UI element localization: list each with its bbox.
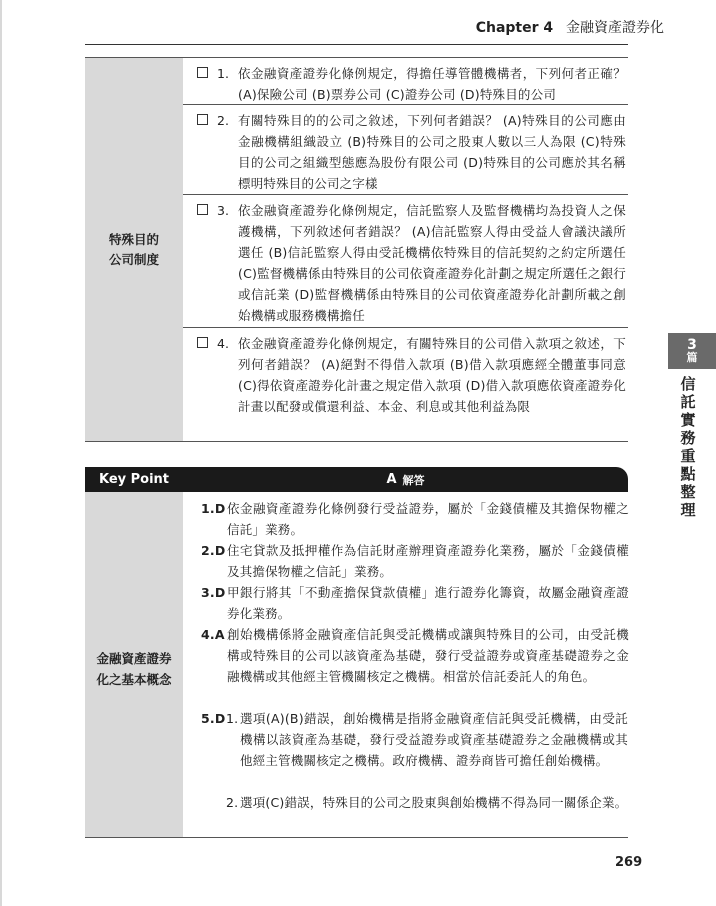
answer-header-bar xyxy=(183,467,628,492)
question-number: 1. xyxy=(217,66,229,81)
question-text: 依金融資產證券化條例規定，得擔任導管體機構者，下列何者正確？ (A)保險公司 (B)票券公司 (C)證券公司 (D)特殊目的公司 xyxy=(238,66,626,102)
side-tab-title-char: 務 xyxy=(680,429,696,447)
sub-item-text: 選項(C)錯誤，特殊目的公司之股東與創始機構不得為同一關係企業。 xyxy=(240,795,628,810)
answer-checkbox[interactable] xyxy=(197,114,208,125)
chapter-side-tab xyxy=(668,333,716,519)
chapter-title: 金融資產證券化 xyxy=(566,20,664,36)
answer-text: 甲銀行將其「不動產擔保貸款債權」進行證券化籌資，故屬金融資產證券化業務。 xyxy=(227,585,629,621)
question-row xyxy=(183,194,628,327)
sub-item-text: 選項(A)(B)錯誤，創始機構是指將金融資產信託與受託機構，由受託機構以該資產為基礎，發行受益證券或資產基礎證券之金融機構或其他經主管機關核定之機構。政府機構、證券商皆可擔任創始機構。 xyxy=(240,711,628,768)
side-tab-title-char: 信 xyxy=(680,375,696,393)
sub-item-number: 2. xyxy=(226,795,239,810)
answer-letter: A xyxy=(386,472,397,487)
header-rule xyxy=(85,44,628,45)
answer-text: 依金融資產證券化條例發行受益證券，屬於「金錢債權及其擔保物權之信託」業務。 xyxy=(227,501,629,537)
side-tab-title-char: 點 xyxy=(680,465,696,483)
side-tab-title-char: 理 xyxy=(680,501,696,519)
keypoint-label: Key Point xyxy=(85,467,183,492)
side-tab-title-char: 託 xyxy=(680,393,696,411)
question-text: 有關特殊目的的公司之敘述，下列何者錯誤？ (A)特殊目的公司應由金融機構組織設立 (B)特殊目的公司之股東人數以三人為限 (C)特殊目的公司之組織型態應為股份有限公司 (D)特殊目的公司應於其名稱標明特殊目的公司之字樣 xyxy=(238,113,626,191)
answer-text: 住宅貸款及抵押權作為信託財產辦理資產證券化業務，屬於「金錢債權及其擔保物權之信託」業務。 xyxy=(227,543,629,579)
category-cell xyxy=(85,57,183,442)
side-tab-word: 篇 xyxy=(686,351,698,364)
sub-item-number: 1. xyxy=(226,711,239,726)
answer-category-cell xyxy=(85,492,183,838)
page-number: 269 xyxy=(615,855,643,870)
answer-category-label xyxy=(85,648,183,690)
answer-number: 5.D xyxy=(201,711,226,726)
answers-table xyxy=(85,492,628,838)
answer-checkbox[interactable] xyxy=(197,204,208,215)
answer-number: 4.A xyxy=(201,627,225,642)
questions-table xyxy=(85,57,628,442)
side-tab-number: 3 xyxy=(687,337,697,353)
running-header xyxy=(476,17,664,37)
question-text: 依金融資產證券化條例規定，有關特殊目的公司借入款項之敘述，下列何者錯誤？ (A)絕對不得借入款項 (B)借入款項應經全體董事同意 (C)得依資產證券化計畫之規定借入款項 (D)借入款項應依資產證券化計畫以配發或償還利益、本金、利息或其他利益為限 xyxy=(238,336,626,414)
answer-checkbox[interactable] xyxy=(197,337,208,348)
question-number: 3. xyxy=(217,203,229,218)
page-edge xyxy=(0,0,2,906)
answer-number: 2.D xyxy=(201,543,226,558)
category-line: 公司制度 xyxy=(108,252,159,267)
question-number: 2. xyxy=(217,113,229,128)
chapter-label: Chapter 4 xyxy=(475,20,554,36)
answer-checkbox[interactable] xyxy=(197,67,208,78)
category-label xyxy=(85,230,183,270)
answer-text: 創始機構係將金融資產信託與受託機構或讓與特殊目的公司，由受託機構或特殊目的公司以該資產為基礎，發行受益證券或資產基礎證券之金融機構或其他經主管機關核定之機構。相當於信託委託人的角色。 xyxy=(227,627,629,684)
side-tab-title-char: 實 xyxy=(680,411,696,429)
question-row xyxy=(183,104,628,194)
category-line: 金融資產證券 xyxy=(96,651,172,666)
question-number: 4. xyxy=(217,336,229,351)
answer-number: 1.D xyxy=(201,501,226,516)
category-line: 化之基本概念 xyxy=(96,672,172,687)
answer-word: 解答 xyxy=(402,473,425,487)
answer-number: 3.D xyxy=(201,585,226,600)
side-tab-title-char: 整 xyxy=(680,483,696,501)
category-line: 特殊目的 xyxy=(108,232,159,247)
question-row xyxy=(183,327,628,442)
side-tab-badge xyxy=(668,333,716,369)
question-row xyxy=(183,57,628,104)
side-tab-title xyxy=(678,375,698,519)
side-tab-title-char: 重 xyxy=(680,447,696,465)
question-text: 依金融資產證券化條例規定，信託監察人及監督機構均為投資人之保護機構，下列敘述何者錯誤？ (A)信託監察人得由受益人會議決議所選任 (B)信託監察人得由受託機構依特殊目的信託契約之約定所選任 (C)監督機構係由特殊目的公司依資產證券化計劃之規定所選任之銀行或信託業 (D)監督機構係由特殊目的公司依資產證券化計劃所載之創始機構或服務機構擔任 xyxy=(238,203,626,323)
